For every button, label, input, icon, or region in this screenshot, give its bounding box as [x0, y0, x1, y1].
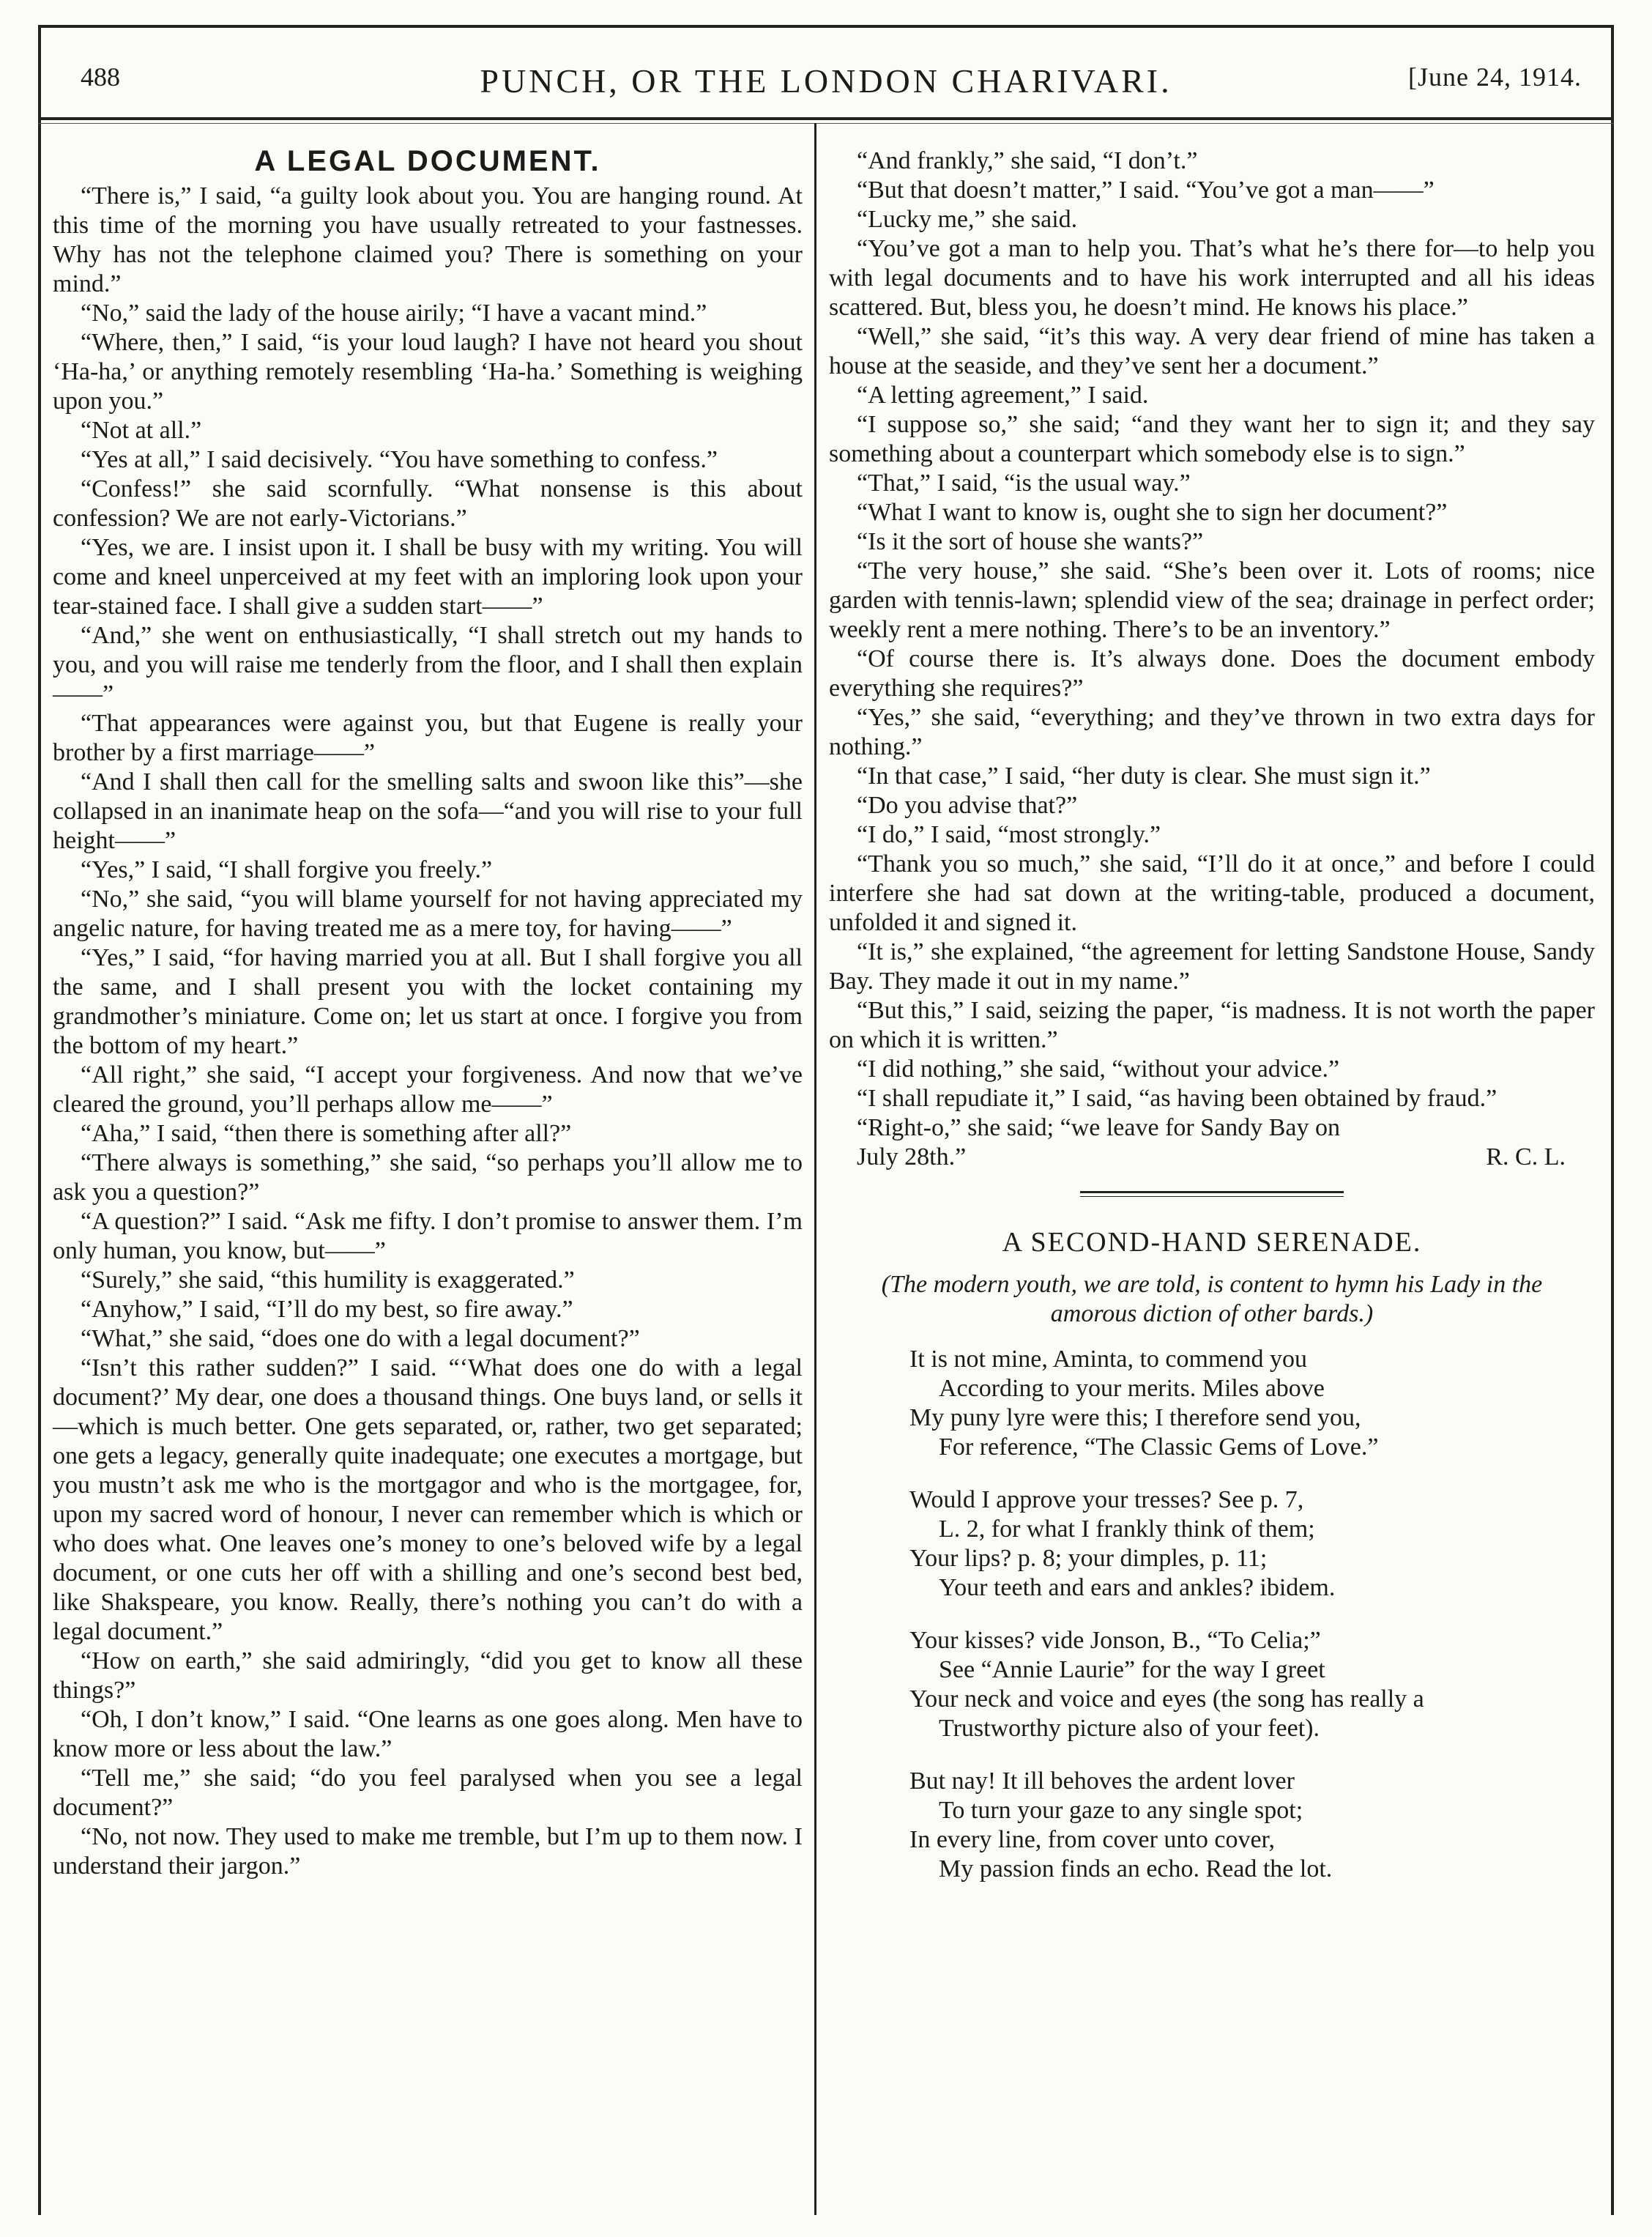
- frame-left-rule: [38, 25, 41, 2215]
- column-rule: [814, 123, 816, 2215]
- paragraph: “Yes, we are. I insist upon it. I shall be busy with my writing. You will come and kneel unperceived at my feet with an imploring look upon your tear-stained face. I shall give a sudden start——”: [53, 534, 803, 620]
- frame-top-rule: [38, 25, 1614, 28]
- frame-right-rule: [1611, 25, 1614, 2215]
- paragraph: “And,” she went on enthusiastically, “I shall stretch out my hands to you, and you will raise me tenderly from the floor, and I shall then explain——”: [53, 622, 803, 708]
- poem-line: For reference, “The Classic Gems of Love.”: [939, 1433, 1379, 1461]
- paragraph: “Surely,” she said, “this humility is exaggerated.”: [81, 1266, 575, 1294]
- poem-line: Trustworthy picture also of your feet).: [939, 1715, 1320, 1742]
- poem-line: Would I approve your tresses? See p. 7,: [909, 1486, 1304, 1513]
- author-signature: R. C. L.: [1486, 1143, 1566, 1171]
- paragraph: “There always is something,” she said, “so perhaps you’ll allow me to ask you a question?”: [53, 1149, 803, 1206]
- paragraph: “Anyhow,” I said, “I’ll do my best, so fire away.”: [81, 1296, 573, 1323]
- paragraph: “Yes at all,” I said decisively. “You have something to confess.”: [81, 446, 718, 473]
- paragraph: “Right-o,” she said; “we leave for Sandy Bay on: [857, 1114, 1340, 1141]
- paragraph: “That appearances were against you, but that Eugene is really your brother by a first marriage——”: [53, 710, 803, 766]
- paragraph: “Yes,” she said, “everything; and they’ve thrown in two extra days for nothing.”: [829, 704, 1595, 760]
- section-separator: [1080, 1191, 1344, 1197]
- paragraph: “Tell me,” she said; “do you feel paralysed when you see a legal document?”: [53, 1765, 803, 1821]
- paragraph: “I suppose so,” she said; “and they want her to sign it; and they say something about a counterpart which somebody else is to sign.”: [829, 411, 1595, 467]
- paragraph: “Thank you so much,” she said, “I’ll do it at once,” and before I could interfere she had sat down at the writing-table, produced a document, unfolded it and signed it.: [829, 850, 1595, 936]
- poem-line: L. 2, for what I frankly think of them;: [939, 1516, 1315, 1543]
- page-number: 488: [81, 62, 120, 92]
- poem-line: My passion finds an echo. Read the lot.: [939, 1855, 1333, 1882]
- poem-line: My puny lyre were this; I therefore send you,: [909, 1404, 1361, 1431]
- poem-intro: (The modern youth, we are told, is content to hymn his Lady in the amorous diction of other bards.): [881, 1271, 1543, 1327]
- paragraph: “I do,” I said, “most strongly.”: [857, 821, 1161, 848]
- paragraph: “Well,” she said, “it’s this way. A very dear friend of mine has taken a house at the seaside, and they’ve sent her a document.”: [829, 323, 1595, 379]
- poem-stanza: [909, 1485, 1595, 1603]
- paragraph: “I shall repudiate it,” I said, “as having been obtained by fraud.”: [857, 1085, 1497, 1112]
- paragraph: “How on earth,” she said admiringly, “did you get to know all these things?”: [53, 1647, 803, 1704]
- poem-line: Your lips? p. 8; your dimples, p. 11;: [909, 1545, 1268, 1572]
- poem-line: Your kisses? vide Jonson, B., “To Celia;”: [909, 1627, 1321, 1654]
- masthead: PUNCH, OR THE LONDON CHARIVARI.: [480, 62, 1172, 100]
- paragraph: “Yes,” I said, “for having married you at all. But I shall forgive you all the same, and I shall present you with the locket containing my grandmother’s miniature. Come on; let us start at once. I forgive you from the bottom of my heart.”: [53, 944, 803, 1059]
- header-rule: [38, 117, 1614, 120]
- paragraph: “Yes,” I said, “I shall forgive you freely.”: [81, 856, 493, 883]
- paragraph: “The very house,” she said. “She’s been over it. Lots of rooms; nice garden with tennis-lawn; splendid view of the sea; drainage in perfect order; weekly rent a mere nothing. There’s to be an inventory.”: [829, 557, 1595, 643]
- paragraph: “Confess!” she said scornfully. “What nonsense is this about confession? We are not early-Victorians.”: [53, 475, 803, 532]
- paragraph: “There is,” I said, “a guilty look about you. You are hanging round. At this time of the morning you have usually retreated to your fastnesses. Why has not the telephone claimed you? There is something on your mind.”: [53, 182, 803, 297]
- paragraph: “A letting agreement,” I said.: [857, 382, 1149, 409]
- paragraph: “Do you advise that?”: [857, 792, 1078, 819]
- column-right: [829, 146, 1595, 1907]
- paragraph: “No,” said the lady of the house airily; “I have a vacant mind.”: [81, 300, 707, 327]
- poem-line: But nay! It ill behoves the ardent lover: [909, 1767, 1295, 1795]
- closing-line: [829, 1143, 1595, 1172]
- paragraph: “Oh, I don’t know,” I said. “One learns as one goes along. Men have to know more or less about the law.”: [53, 1706, 803, 1762]
- closing-text: July 28th.”: [857, 1143, 967, 1171]
- paragraph: “But that doesn’t matter,” I said. “You’ve got a man——”: [857, 177, 1435, 204]
- paragraph: “Of course there is. It’s always done. Does the document embody everything she requires?”: [829, 645, 1595, 702]
- paragraph: “All right,” she said, “I accept your forgiveness. And now that we’ve cleared the ground, you’ll perhaps allow me——”: [53, 1061, 803, 1118]
- column-left: [53, 146, 803, 1881]
- poem-stanza: [909, 1345, 1595, 1462]
- poem-line: It is not mine, Aminta, to commend you: [909, 1346, 1308, 1373]
- article-title: A LEGAL DOCUMENT.: [254, 145, 601, 177]
- paragraph: “No,” she said, “you will blame yourself for not having appreciated my angelic nature, for having treated me as a mere toy, for having——”: [53, 886, 803, 942]
- poem-stanza: [909, 1626, 1595, 1743]
- paragraph: “No, not now. They used to make me tremble, but I’m up to them now. I understand their jargon.”: [53, 1823, 803, 1880]
- paragraph: “That,” I said, “is the usual way.”: [857, 470, 1191, 497]
- poem-line: To turn your gaze to any single spot;: [939, 1797, 1303, 1824]
- paragraph: “Isn’t this rather sudden?” I said. “‘What does one do with a legal document?’ My dear, one does a thousand things. One buys land, or sells it—which is much better. One gets separated, or, rather, two get separated; one gets a legacy, generally quite inadequate; one executes a mortgage, but you mustn’t ask me who is the mortgagor and who is the mortgagee, for, upon my sacred word of honour, I never can remember which is which or who does what. One leaves one’s money to one’s beloved wife by a legal document, or one cuts her off with a shilling and one’s second best bed, like Shakspeare, you know. Really, there’s nothing you can’t do with a legal document.”: [53, 1354, 803, 1645]
- paragraph: “Is it the sort of house she wants?”: [857, 528, 1204, 555]
- paragraph: “What,” she said, “does one do with a legal document?”: [81, 1325, 640, 1352]
- paragraph: “What I want to know is, ought she to sign her document?”: [857, 499, 1448, 526]
- paragraph: “Not at all.”: [81, 417, 202, 444]
- poem-line: See “Annie Laurie” for the way I greet: [939, 1656, 1325, 1683]
- paragraph: “Lucky me,” she said.: [857, 206, 1078, 233]
- poem-stanza: [909, 1767, 1595, 1884]
- poem-line: In every line, from cover unto cover,: [909, 1826, 1275, 1853]
- issue-date: [June 24, 1914.: [1408, 62, 1582, 92]
- paragraph: “It is,” she explained, “the agreement for letting Sandstone House, Sandy Bay. They made it out in my name.”: [829, 938, 1595, 995]
- paragraph: “A question?” I said. “Ask me fifty. I don’t promise to answer them. I’m only human, you know, but——”: [53, 1208, 803, 1264]
- header-rule-thin: [38, 123, 1614, 124]
- poem-line: Your teeth and ears and ankles? ibidem.: [939, 1574, 1336, 1601]
- poem-line: According to your merits. Miles above: [939, 1375, 1325, 1402]
- paragraph: “Where, then,” I said, “is your loud laugh? I have not heard you shout ‘Ha-ha,’ or anything remotely resembling ‘Ha-ha.’ Something is weighing upon you.”: [53, 329, 803, 415]
- paragraph: “And frankly,” she said, “I don’t.”: [857, 147, 1198, 174]
- poem-title: A SECOND-HAND SERENADE.: [1002, 1227, 1422, 1258]
- paragraph: “And I shall then call for the smelling salts and swoon like this”—she collapsed in an inanimate heap on the sofa—“and you will rise to your full height——”: [53, 768, 803, 854]
- paragraph: “I did nothing,” she said, “without your advice.”: [857, 1056, 1340, 1083]
- paragraph: “You’ve got a man to help you. That’s what he’s there for—to help you with legal documents and to have his work interrupted and all his ideas scattered. But, bless you, he doesn’t mind. He knows his place.”: [829, 235, 1595, 321]
- paragraph: “In that case,” I said, “her duty is clear. She must sign it.”: [857, 763, 1431, 790]
- paragraph: “Aha,” I said, “then there is something after all?”: [81, 1120, 572, 1147]
- paragraph: “But this,” I said, seizing the paper, “is madness. It is not worth the paper on which it is written.”: [829, 997, 1595, 1053]
- poem-line: Your neck and voice and eyes (the song has really a: [909, 1685, 1424, 1713]
